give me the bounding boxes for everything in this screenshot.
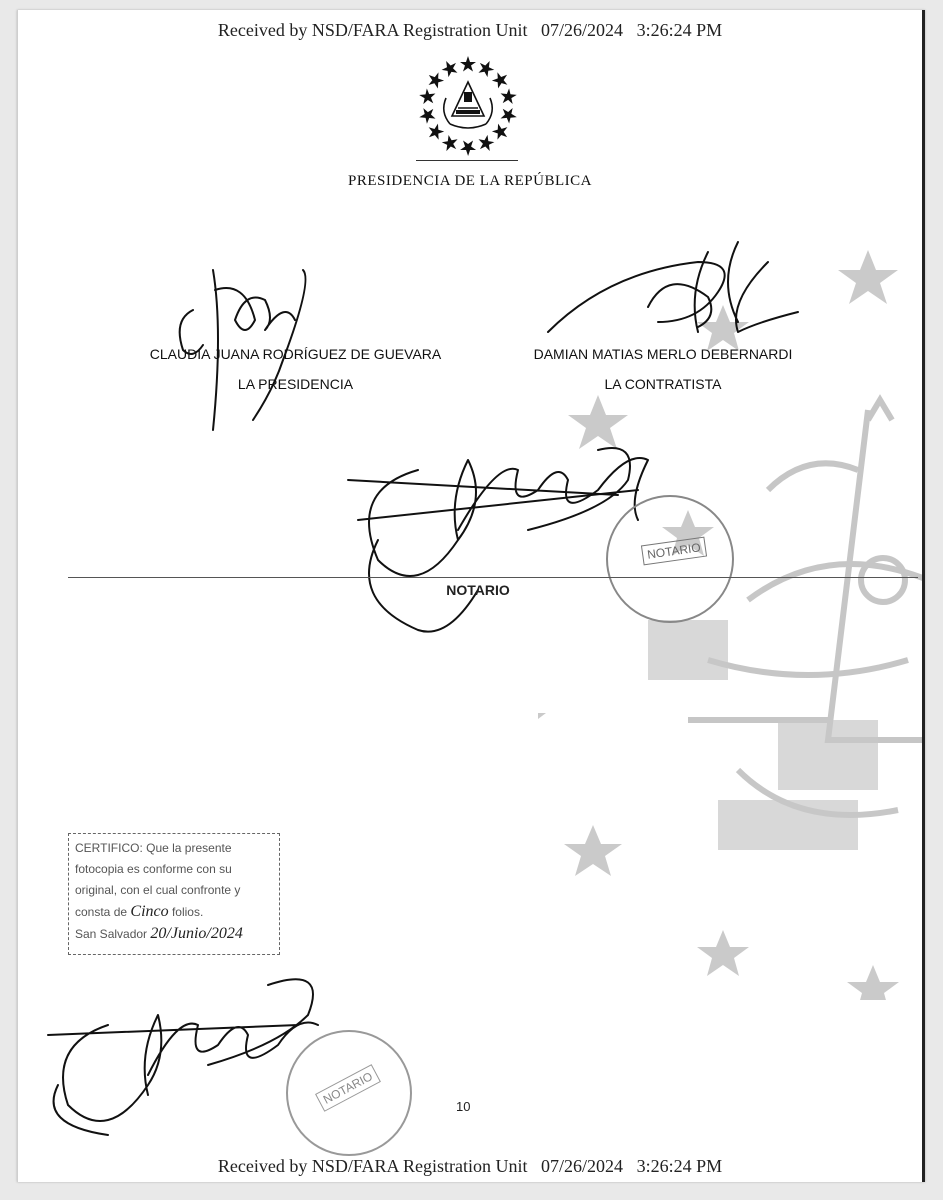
cert-line-5: San Salvador 20/Junio/2024 — [75, 925, 243, 942]
signature-merlo — [538, 232, 808, 352]
notary-seal-stamp — [606, 495, 734, 623]
header-received-stamp — [18, 20, 922, 41]
cert-line-1: CERTIFICO: Que la presente — [75, 841, 232, 855]
notary-label: NOTARIO — [446, 582, 510, 598]
watermark-star — [838, 250, 898, 304]
letterhead-rule — [416, 160, 518, 161]
signatory-1-role: LA PRESIDENCIA — [237, 376, 354, 392]
el-salvador-coat-of-arms-icon — [416, 54, 520, 158]
certification-stamp — [68, 833, 280, 955]
cert-folio-count: Cinco — [130, 903, 169, 920]
cert-date: 20/Junio/2024 — [150, 925, 243, 942]
signature-notary-bottom — [38, 965, 338, 1145]
footer-stamp-date: 07/26/2024 — [541, 1156, 624, 1176]
cert-line-4: consta de Cinco folios. — [75, 903, 204, 920]
signatory-2-name: DAMIAN MATIAS MERLO DEBERNARDI — [533, 346, 793, 362]
footer-received-stamp — [18, 1156, 922, 1177]
header-stamp-org: Received by NSD/FARA Registration Unit — [217, 20, 528, 40]
header-stamp-date: 07/26/2024 — [541, 20, 624, 40]
notary-seal-label-bottom: NOTARIO — [315, 1064, 381, 1112]
document-page — [17, 10, 925, 1182]
header-stamp-time: 3:26:24 PM — [636, 20, 723, 40]
footer-stamp-org: Received by NSD/FARA Registration Unit — [217, 1156, 528, 1176]
cert-line-3: original, con el cual confronte y — [75, 883, 241, 897]
signatory-2-role: LA CONTRATISTA — [604, 376, 722, 392]
horizontal-rule — [68, 577, 918, 578]
page-number: 10 — [456, 1099, 471, 1114]
watermark-star — [697, 930, 749, 976]
notary-seal-label: NOTARIO — [641, 537, 707, 566]
watermark-star — [538, 695, 546, 744]
watermark-star — [847, 965, 899, 1000]
footer-stamp-time: 3:26:24 PM — [636, 1156, 723, 1176]
cert-line-2: fotocopia es conforme con su — [75, 862, 232, 876]
letterhead-office-title: PRESIDENCIA DE LA REPÚBLICA — [348, 173, 592, 189]
watermark-star — [564, 825, 622, 876]
signatory-1-name: CLAUDIA JUANA RODRÍGUEZ DE GUEVARA — [149, 346, 442, 362]
